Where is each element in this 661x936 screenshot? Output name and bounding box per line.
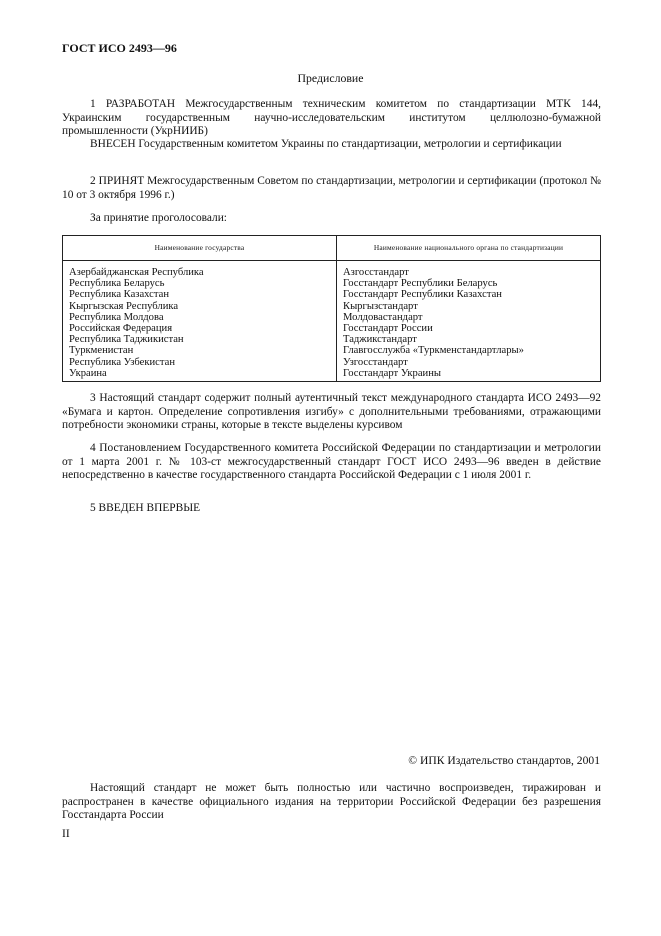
page-number: II [62,827,70,840]
standards-body-name: Госстандарт Республики Беларусь [343,278,498,290]
item-5-first-introduced: 5 ВВЕДЕН ВПЕРВЫЕ [90,502,201,514]
standards-body-name: Главгосслужба «Туркменстандартлары» [343,345,524,357]
states-column [63,261,337,382]
item-1-developed: 1 РАЗРАБОТАН Межгосударственным техническим комитетом по стандартизации МТК 144, Украинским государственным научно-исследовательским институтом целлюлозно-бумажной промышленности (УкрНИИБ) [62,98,601,138]
item-1-introduced: ВНЕСЕН Государственным комитетом Украины по стандартизации, метрологии и сертификации [90,138,562,150]
state-name: Украина [69,367,107,379]
standards-body-name: Госстандарт России [343,323,433,335]
foreword-title: Предисловие [297,71,364,85]
standards-body-name: Госстандарт Украины [343,367,441,379]
state-name: Туркменистан [69,345,134,357]
table-header-row [63,236,601,261]
state-name: Азербайджанская Республика [69,267,204,278]
header-state-name: Наименование государства [63,236,337,261]
reproduction-notice: Настоящий стандарт не может быть полностью или частично воспроизведен, тиражирован и распространен в качестве официального издания на территории Российской Федерации без разрешения Госстандарта России [62,782,601,822]
item-4-resolution: 4 Постановлением Государственного комитета Российской Федерации по стандартизации и метрологии от 1 марта 2001 г. № 103-ст межгосударственный стандарт ГОСТ ИСО 2493—96 введен в действие непосредственно в качестве государственного стандарта Российской Федерации с 1 июля 2001 г. [62,442,601,482]
state-name: Республика Узбекистан [69,356,176,368]
standards-body-name: Молдовастандарт [343,311,423,323]
bodies-column [337,261,601,382]
vote-label: За принятие проголосовали: [90,212,227,224]
state-name: Республика Таджикистан [69,334,184,346]
standards-body-name: Кыргызстандарт [343,300,418,312]
state-name: Кыргызская Республика [69,300,179,312]
standards-body-name: Госстандарт Республики Казахстан [343,289,502,301]
standards-body-name: Азгосстандарт [343,267,409,278]
state-name: Республика Беларусь [69,278,165,290]
states-table [62,235,601,382]
header-standards-body: Наименование национального органа по стандартизации [337,236,601,261]
state-name: Республика Молдова [69,311,164,323]
state-name: Республика Казахстан [69,289,170,301]
state-name: Российская Федерация [69,323,173,335]
item-2-adopted: 2 ПРИНЯТ Межгосударственным Советом по стандартизации, метрологии и сертификации (протокол № 10 от 3 октября 1996 г.) [62,175,601,201]
item-3-content: 3 Настоящий стандарт содержит полный аутентичный текст международного стандарта ИСО 2493—92 «Бумага и картон. Определение сопротивления изгибу» с дополнительными требованиями, отражающими потребности экономики страны, которые в тексте выделены курсивом [62,392,601,432]
standards-body-name: Таджикстандарт [343,334,417,346]
table-row [63,261,601,382]
document-code-header: ГОСТ ИСО 2493—96 [62,41,177,55]
copyright-notice: © ИПК Издательство стандартов, 2001 [408,754,600,767]
standards-body-name: Узгосстандарт [343,356,408,368]
